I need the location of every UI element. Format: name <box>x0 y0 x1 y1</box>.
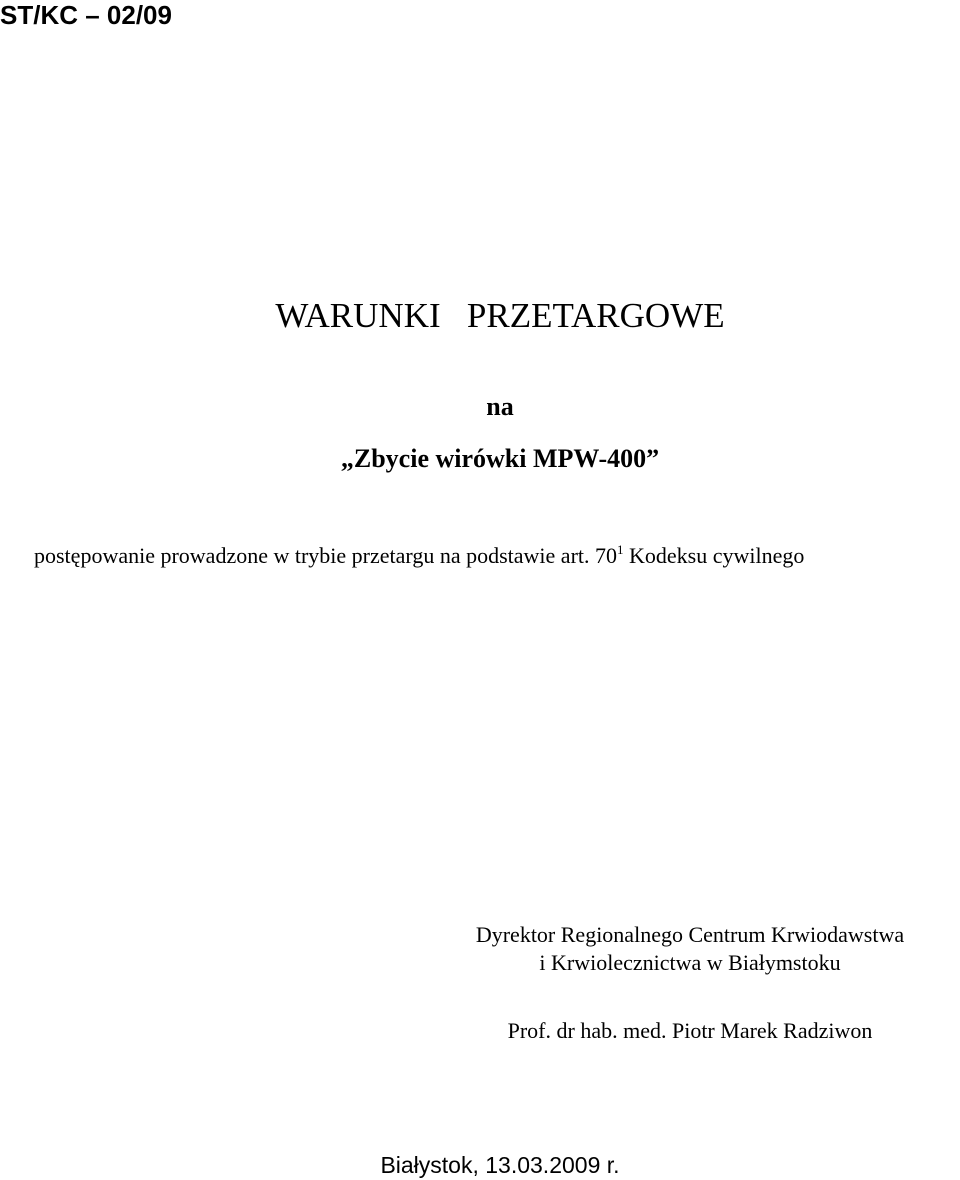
document-title: WARUNKI PRZETARGOWE <box>275 296 725 335</box>
document-reference-number: ST/KC – 02/09 <box>0 0 172 30</box>
place-and-date: Białystok, 13.03.2009 r. <box>380 1152 620 1178</box>
title-preposition: na <box>486 392 514 421</box>
procedure-text: postępowanie prowadzone w trybie przetargu na podstawie art. 70 <box>34 543 618 568</box>
procedure-description <box>34 542 804 570</box>
article-superscript: 1 <box>617 542 624 557</box>
signatory-name: Prof. dr hab. med. Piotr Marek Radziwon <box>507 1018 873 1043</box>
procedure-code-name: Kodeksu cywilnego <box>623 543 805 568</box>
signatory-position-line-2: i Krwiolecznictwa w Białymstoku <box>539 950 841 975</box>
signatory-position-line-1: Dyrektor Regionalnego Centrum Krwiodawstwa <box>475 922 905 947</box>
tender-subject: „Zbycie wirówki MPW-400” <box>340 444 660 473</box>
